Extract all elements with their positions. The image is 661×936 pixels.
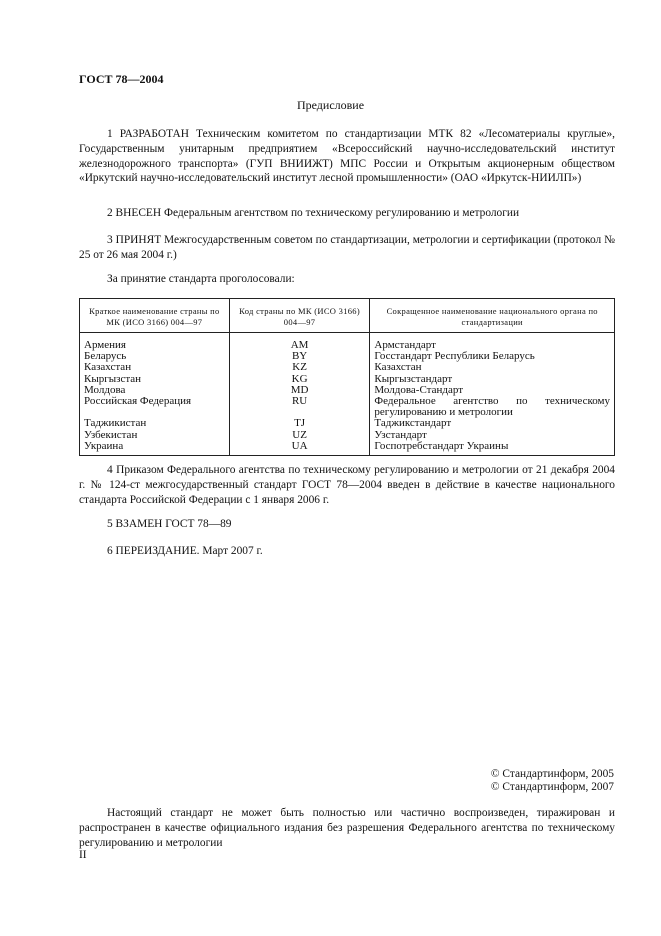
- country-cell: Таджикистан: [80, 418, 230, 429]
- code-cell: UZ: [229, 430, 370, 441]
- code-cell: UA: [229, 441, 370, 456]
- org-cell: Казахстан: [370, 362, 615, 373]
- country-cell: Узбекистан: [80, 430, 230, 441]
- country-cell: Беларусь: [80, 351, 230, 362]
- code-cell: KZ: [229, 362, 370, 373]
- table-row: [80, 351, 615, 362]
- code-cell: MD: [229, 385, 370, 396]
- header-code: Код страны по МК (ИСО 3166) 004—97: [229, 299, 370, 333]
- org-cell: Федеральное агентство по техническому регулированию и метрологии: [370, 396, 615, 418]
- preface-item-4: 4 Приказом Федерального агентства по техническому регулированию и метрологии от 21 декабря 2004 г. № 124-ст межгосударственный стандарт ГОСТ 78—2004 введен в действие в качестве национального стандарта Российской Федерации с 1 января 2006 г.: [79, 464, 615, 506]
- copyright-line-1: © Стандартинформ, 2005: [490, 768, 614, 780]
- org-cell: Узстандарт: [370, 430, 615, 441]
- copyright-line-2: © Стандартинформ, 2007: [490, 781, 614, 793]
- voting-table: [79, 298, 615, 456]
- code-cell: AM: [229, 333, 370, 352]
- reproduction-notice: Настоящий стандарт не может быть полностью или частично воспроизведен, тиражирован и распространен в качестве официального издания без разрешения Федерального агентства по техническому регулированию и метрологии: [79, 807, 615, 849]
- page-number: II: [79, 849, 87, 861]
- table-row: [80, 374, 615, 385]
- org-cell: Молдова-Стандарт: [370, 385, 615, 396]
- header-org: Сокращенное наименование национального органа по стандартизации: [370, 299, 615, 333]
- table-row: [80, 430, 615, 441]
- preface-item-2: 2 ВНЕСЕН Федеральным агентством по техническому регулированию и метрологии: [107, 207, 520, 219]
- table-row: [80, 362, 615, 373]
- table-row: [80, 333, 615, 352]
- country-cell: Кыргызстан: [80, 374, 230, 385]
- preface-item-1: 1 РАЗРАБОТАН Техническим комитетом по стандартизации МТК 82 «Лесоматериалы круглые», Государственным унитарным предприятием «Всероссийский научно-исследовательский институт железнодорожного транспорта» (ГУП ВНИИЖТ) МПС России и Открытым акционерным обществом «Иркутский научно-исследовательский институт лесной промышленности» (ОАО «Иркутск-НИИЛП»): [79, 128, 615, 185]
- code-cell: RU: [229, 396, 370, 418]
- preface-item-5: 5 ВЗАМЕН ГОСТ 78—89: [107, 518, 232, 530]
- org-cell: Армстандарт: [370, 333, 615, 352]
- table-row: [80, 418, 615, 429]
- vote-intro: За принятие стандарта проголосовали:: [107, 273, 295, 285]
- country-cell: Молдова: [80, 385, 230, 396]
- preface-title: Предисловие: [296, 98, 365, 112]
- country-cell: Армения: [80, 333, 230, 352]
- table-row: [80, 396, 615, 418]
- country-cell: Казахстан: [80, 362, 230, 373]
- document-header: ГОСТ 78—2004: [79, 72, 164, 86]
- code-cell: KG: [229, 374, 370, 385]
- org-cell: Кыргызстандарт: [370, 374, 615, 385]
- preface-item-6: 6 ПЕРЕИЗДАНИЕ. Март 2007 г.: [107, 545, 263, 557]
- country-cell: Российская Федерация: [80, 396, 230, 418]
- code-cell: TJ: [229, 418, 370, 429]
- table-row: [80, 441, 615, 456]
- copyright-block: [491, 768, 614, 794]
- code-cell: BY: [229, 351, 370, 362]
- org-cell: Госстандарт Республики Беларусь: [370, 351, 615, 362]
- preface-item-3: 3 ПРИНЯТ Межгосударственным советом по стандартизации, метрологии и сертификации (протокол № 25 от 26 мая 2004 г.): [79, 234, 615, 261]
- table-header-row: [80, 299, 615, 333]
- header-country: Краткое наименование страны по МК (ИСО 3166) 004—97: [80, 299, 230, 333]
- org-cell: Таджикстандарт: [370, 418, 615, 429]
- org-cell: Госпотребстандарт Украины: [370, 441, 615, 456]
- country-cell: Украина: [80, 441, 230, 456]
